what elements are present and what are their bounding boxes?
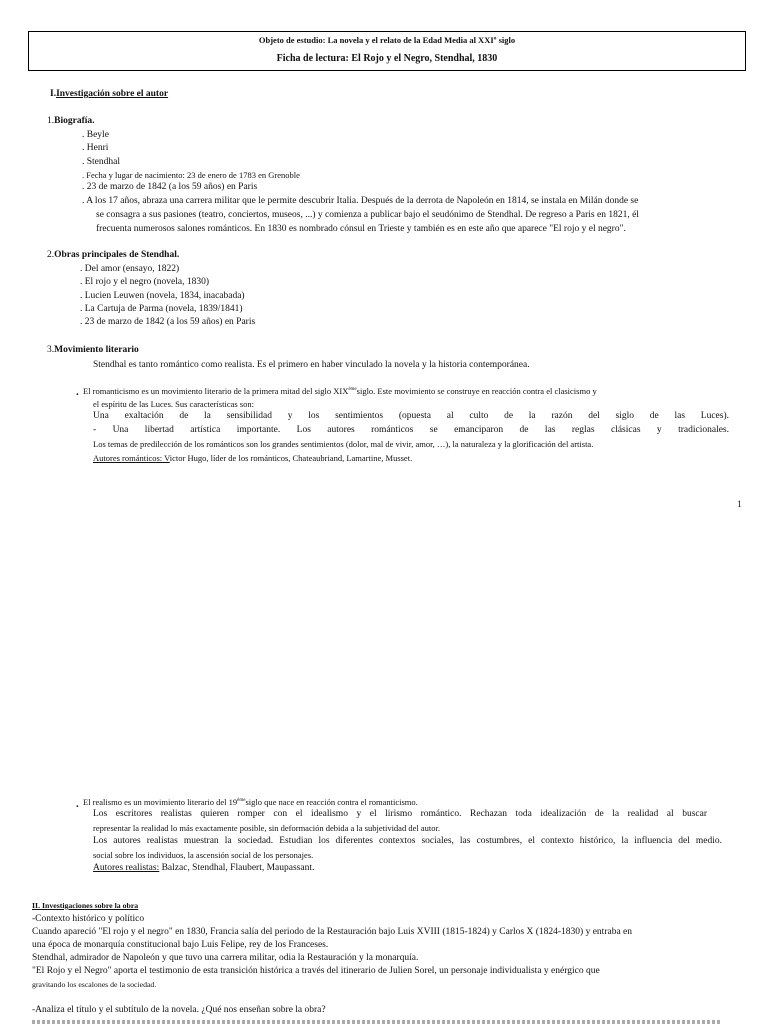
bio-item: . 23 de marzo de 1842 (a los 59 años) en Paris bbox=[82, 182, 258, 192]
movement-text: Stendhal es tanto romántico como realista. Es el primero en haber vinculado la novela y la historia contemporánea. bbox=[93, 360, 530, 370]
romanticism-bullet: . bbox=[76, 386, 79, 398]
realist-authors-label: Autores realistas: bbox=[93, 863, 160, 873]
romantic-authors-label: Autores románticos: V bbox=[93, 453, 170, 463]
works-item: . 23 de marzo de 1842 (a los 59 años) en Paris bbox=[80, 317, 256, 327]
section2-title: II. Investigaciones sobre la obra bbox=[32, 901, 139, 910]
works-item: . La Cartuja de Parma (novela, 1839/1841) bbox=[80, 304, 243, 314]
bio-item: . Beyle bbox=[82, 130, 109, 140]
header-box bbox=[28, 31, 746, 71]
realist-authors bbox=[93, 863, 314, 873]
realism-line: representar la realidad lo más exactamente posible, sin deformación debida a la subjetividad del autor. bbox=[93, 823, 440, 833]
romanticism-line: El romanticismo es un movimiento literario de la primera mitad del siglo XIXèmesiglo. Este movimiento se construye en reacción contra el clasicismo y bbox=[83, 386, 597, 396]
romanticism-line: Los temas de predilección de los románticos son los grandes sentimientos (dolor, mal de vivir, amor, …), la naturaleza y la glorificación del artista. bbox=[93, 439, 594, 449]
romanticism-line: el espíritu de las Luces. Sus características son: bbox=[93, 399, 254, 409]
reading-sheet-title: Ficha de lectura: El Rojo y el Negro, Stendhal, 1830 bbox=[276, 53, 498, 64]
section1-number: I. bbox=[50, 89, 57, 99]
page-number: 1 bbox=[737, 500, 742, 510]
movement-heading bbox=[47, 345, 139, 355]
realism-line: Los escritores realistas quieren romper con el idealismo y el lirismo romántico. Rechazan toda idealización de la realidad al buscar bbox=[93, 809, 707, 819]
context-line: "El Rojo y el Negro" aporta el testimonio de esta transición histórica a través del itinerario de Julien Sorel, un personaje individualista y enérgico que bbox=[32, 966, 600, 976]
works-number: 2. bbox=[47, 250, 55, 260]
works-title: Obras principales de Stendhal. bbox=[54, 250, 180, 260]
works-item: . Lucien Leuwen (novela, 1834, inacabada) bbox=[80, 291, 245, 301]
section1-title: Investigación sobre el autor bbox=[56, 89, 169, 99]
context-line: Stendhal, admirador de Napoleón y que tuvo una carrera militar, odia la Restauración y la monarquía. bbox=[32, 953, 419, 963]
works-item: . El rojo y el negro (novela, 1830) bbox=[80, 277, 210, 287]
superscript: ème bbox=[348, 387, 357, 392]
romanticism-line: Una exaltación de la sensibilidad y los sentimientos (opuesta al culto de la razón del siglo de las Luces). bbox=[93, 411, 729, 421]
works-heading bbox=[47, 250, 179, 260]
romantic-authors bbox=[93, 453, 412, 463]
realism-line: Los autores realistas muestran la sociedad. Estudian los diferentes contextos sociales, las costumbres, el contexto histórico, la influencia del medio. bbox=[93, 836, 722, 846]
context-line: una época de monarquía constitucional bajo Luis Felipe, rey de los Franceses. bbox=[32, 940, 329, 950]
realist-authors-list: Balzac, Stendhal, Flaubert, Maupassant. bbox=[159, 863, 315, 873]
works-item: . Del amor (ensayo, 1822) bbox=[80, 264, 180, 274]
cutoff-line bbox=[32, 1020, 722, 1024]
bio-item: . Henri bbox=[82, 143, 109, 153]
context-line: gravitando los escalones de la sociedad. bbox=[32, 980, 157, 989]
superscript: ème bbox=[237, 798, 246, 803]
bio-heading bbox=[47, 116, 95, 126]
section1-heading bbox=[50, 89, 168, 99]
bio-item: . Fecha y lugar de nacimiento: 23 de enero de 1783 en Grenoble bbox=[82, 170, 300, 180]
movement-number: 3. bbox=[47, 345, 55, 355]
bio-item: . Stendhal bbox=[82, 157, 120, 167]
study-object-line: Objeto de estudio: La novela y el relato de la Edad Media al XXIº siglo bbox=[258, 35, 516, 45]
context-heading: -Contexto histórico y político bbox=[32, 914, 145, 924]
realism-line: social sobre los individuos, la ascensión social de los personajes. bbox=[93, 850, 314, 860]
bio-item: se consagra a sus pasiones (teatro, conciertos, museos, ...) y comienza a publicar bajo el seudónimo de Stendhal. De regreso a Paris en 1821, él bbox=[96, 210, 639, 220]
romanticism-line: - Una libertad artística importante. Los autores románticos se emanciparon de las reglas clásicas y tradicionales. bbox=[93, 425, 729, 435]
realism-bullet: . bbox=[76, 798, 79, 810]
bio-title: Biografía. bbox=[54, 116, 95, 126]
bio-number: 1. bbox=[47, 116, 55, 126]
bio-item: frecuenta numerosos salones románticos. En 1830 es nombrado cónsul en Trieste y también es en este año que aparece "El rojo y el negro". bbox=[96, 224, 626, 234]
analysis-question: -Analiza el título y el subtítulo de la novela. ¿Qué nos enseñan sobre la obra? bbox=[32, 1005, 326, 1015]
movement-title: Movimiento literario bbox=[54, 345, 139, 355]
realism-line: El realismo es un movimiento literario del 19èmesiglo que nace en reacción contra el romanticismo. bbox=[83, 797, 418, 807]
bio-item: . A los 17 años, abraza una carrera militar que le permite descubrir Italia. Después de la derrota de Napoleón en 1814, se instala en Milán donde se bbox=[82, 196, 639, 206]
romantic-authors-list: ictor Hugo, líder de los románticos, Chateaubriand, Lamartine, Musset. bbox=[169, 453, 413, 463]
context-line: Cuando apareció "El rojo y el negro" en 1830, Francia salía del periodo de la Restauración bajo Luis XVIII (1815-1824) y Carlos X (1824-1830) y entraba en bbox=[32, 927, 633, 937]
